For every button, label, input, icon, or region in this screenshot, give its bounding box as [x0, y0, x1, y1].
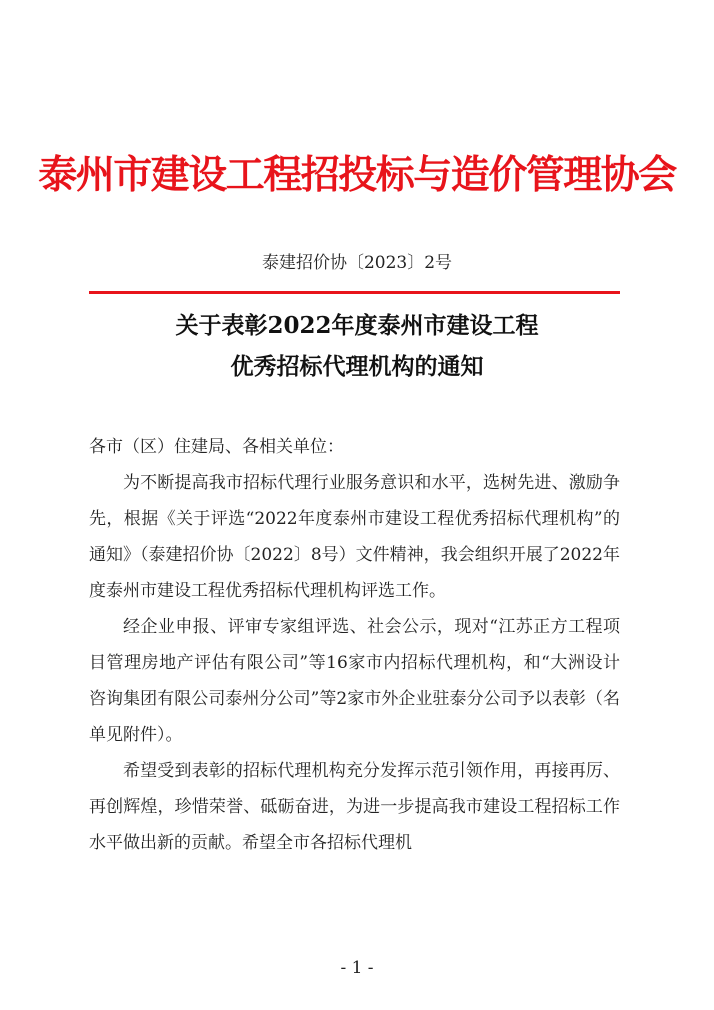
- page-number: - 1 -: [340, 958, 374, 978]
- red-divider: [89, 291, 620, 294]
- document-number: 泰建招价协〔2023〕2号: [261, 253, 453, 273]
- org-header: 泰州市建设工程招投标与造价管理协会: [38, 153, 676, 198]
- document-body: [89, 429, 620, 861]
- document-title-line-1: 关于表彰2022年度泰州市建设工程: [175, 312, 539, 339]
- body-paragraph-1: 为不断提高我市招标代理行业服务意识和水平，选树先进、激励争先，根据《关于评选“2022年度泰州市建设工程优秀招标代理机构”的通知》（泰建招价协〔2022〕8号）文件精神，我会组织开展了2022年度泰州市建设工程优秀招标代理机构评选工作。: [89, 473, 620, 601]
- body-paragraph-2: 经企业申报、评审专家组评选、社会公示，现对“江苏正方工程项目管理房地产评估有限公司”等16家市内招标代理机构，和“大洲设计咨询集团有限公司泰州分公司”等2家市外企业驻泰分公司予以表彰（名单见附件）。: [89, 617, 620, 745]
- salutation: 各市（区）住建局、各相关单位：: [89, 437, 344, 457]
- body-paragraph-3: 希望受到表彰的招标代理机构充分发挥示范引领作用，再接再厉、再创辉煌，珍惜荣誉、砥砺奋进，为进一步提高我市建设工程招标工作水平做出新的贡献。希望全市各招标代理机: [89, 761, 620, 853]
- document-title-line-2: 优秀招标代理机构的通知: [230, 353, 484, 380]
